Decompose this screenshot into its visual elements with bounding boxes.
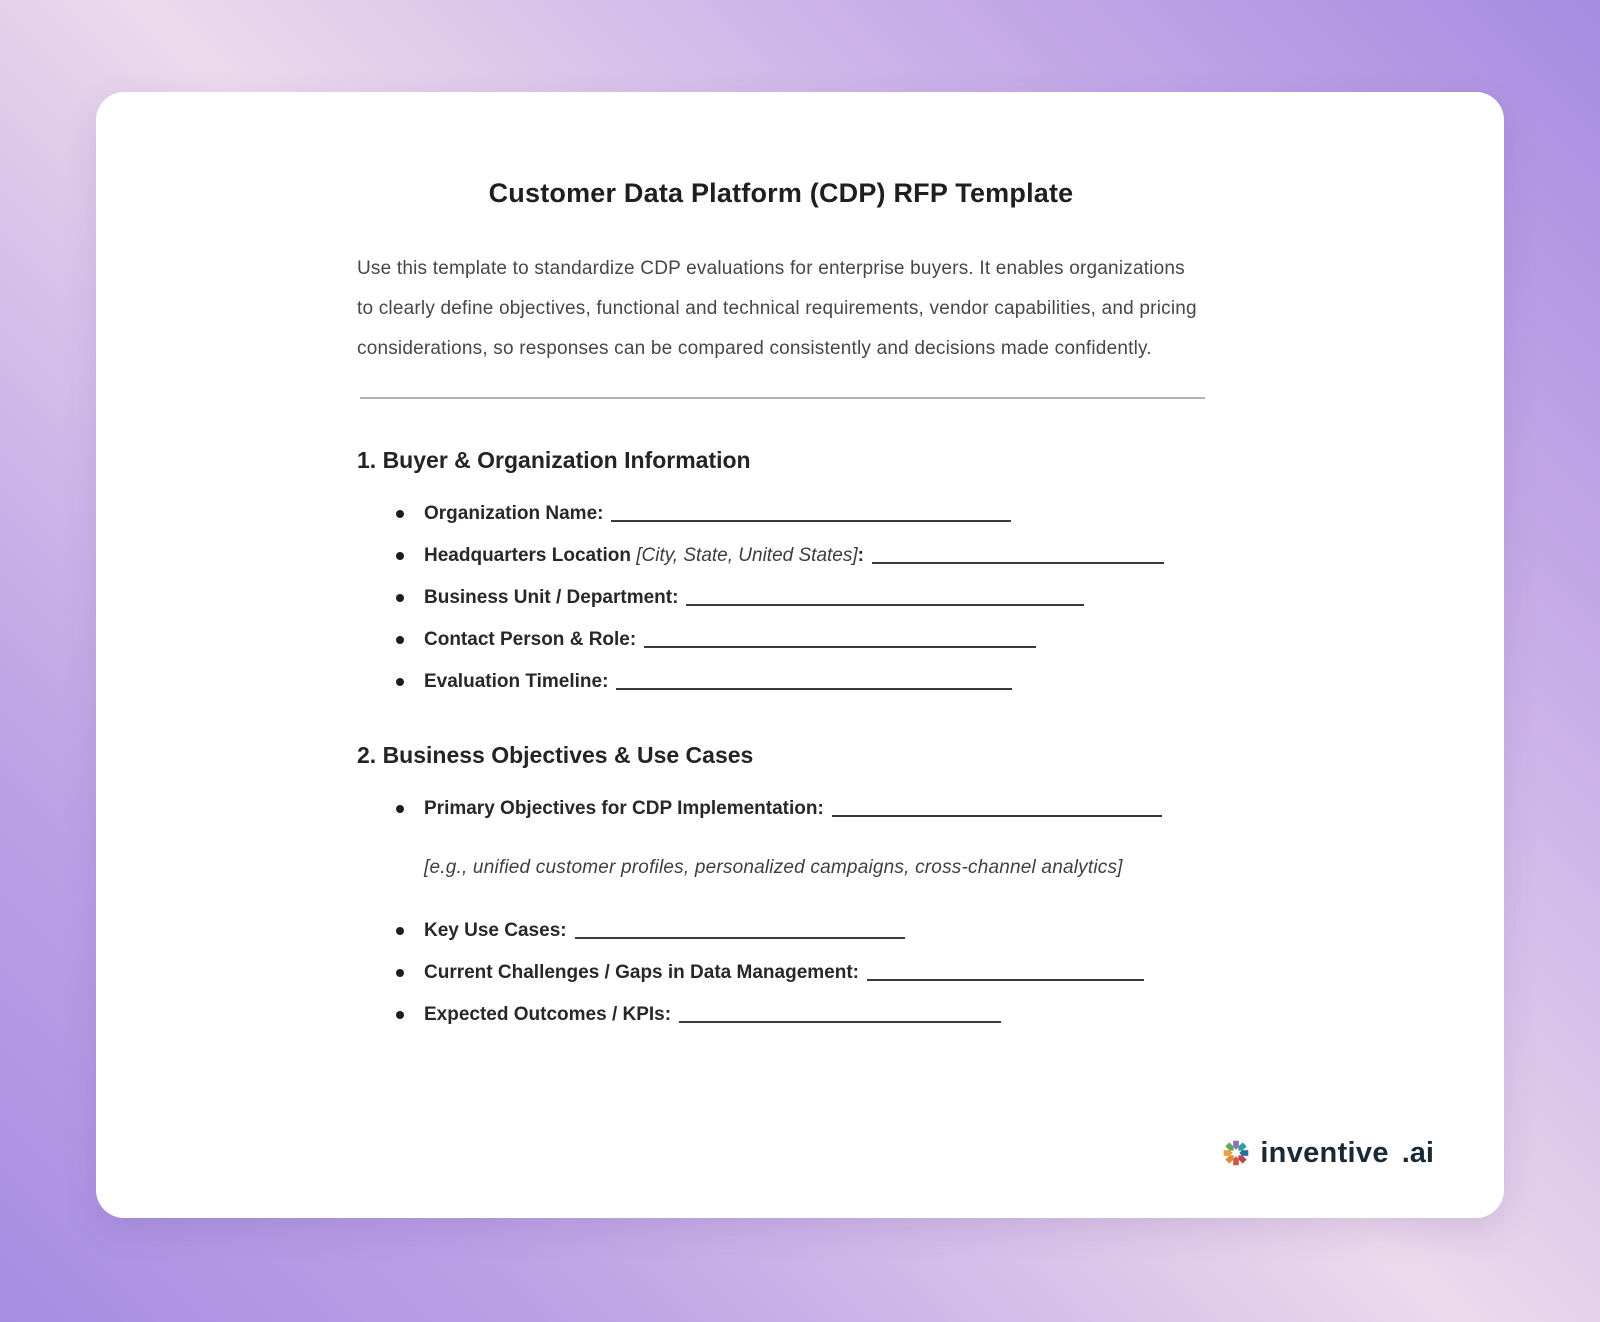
list-item [424, 586, 1205, 610]
list-item [424, 670, 1205, 694]
field-label: Contact Person & Role: [424, 629, 637, 650]
starburst-icon [1219, 1136, 1253, 1170]
blank-line [872, 550, 1164, 564]
field-label: Headquarters Location [424, 545, 631, 566]
list-item [424, 502, 1205, 526]
list-item [424, 919, 1205, 943]
section-heading-buyer-info: 1. Buyer & Organization Information [357, 447, 751, 473]
buyer-info-list [357, 502, 1205, 694]
list-item [424, 628, 1205, 652]
list-item [424, 544, 1205, 568]
field-label: Current Challenges / Gaps in Data Management: [424, 962, 859, 983]
field-label: Evaluation Timeline: [424, 671, 609, 692]
list-item [424, 961, 1205, 985]
document-body [357, 92, 1205, 1045]
objectives-list-continued [357, 919, 1205, 1027]
objectives-list [357, 797, 1205, 821]
logo-wordmark: inventive [1260, 1136, 1389, 1169]
blank-line [611, 508, 1011, 522]
field-label: Primary Objectives for CDP Implementation: [424, 798, 824, 819]
field-label: Key Use Cases: [424, 920, 567, 941]
section-heading-objectives: 2. Business Objectives & Use Cases [357, 742, 754, 768]
field-label: Business Unit / Department: [424, 587, 679, 608]
intro-paragraph: Use this template to standardize CDP evaluations for enterprise buyers. It enables organizations to clearly define objectives, functional and technical requirements, vendor capabilities, and pricing considerations, so responses can be compared consistently and decisions made confidently. [357, 258, 1197, 359]
field-hint: [City, State, United States] [630, 545, 858, 566]
blank-line [616, 676, 1012, 690]
blank-line [575, 925, 905, 939]
section-divider [360, 397, 1205, 399]
blank-line [686, 592, 1084, 606]
blank-line [832, 803, 1162, 817]
field-suffix: : [857, 545, 864, 566]
list-item [424, 1003, 1205, 1027]
field-label: Organization Name: [424, 503, 604, 524]
blank-line [644, 634, 1036, 648]
blank-line [679, 1009, 1001, 1023]
example-note: [e.g., unified customer profiles, personalized campaigns, cross-channel analytics] [424, 857, 1123, 878]
inventive-ai-logo [1219, 1136, 1434, 1170]
page-title: Customer Data Platform (CDP) RFP Template [488, 178, 1074, 208]
document-card [96, 92, 1504, 1218]
logo-tld: .ai [1401, 1136, 1434, 1169]
field-label: Expected Outcomes / KPIs: [424, 1004, 672, 1025]
list-item [424, 797, 1205, 821]
blank-line [867, 967, 1144, 981]
